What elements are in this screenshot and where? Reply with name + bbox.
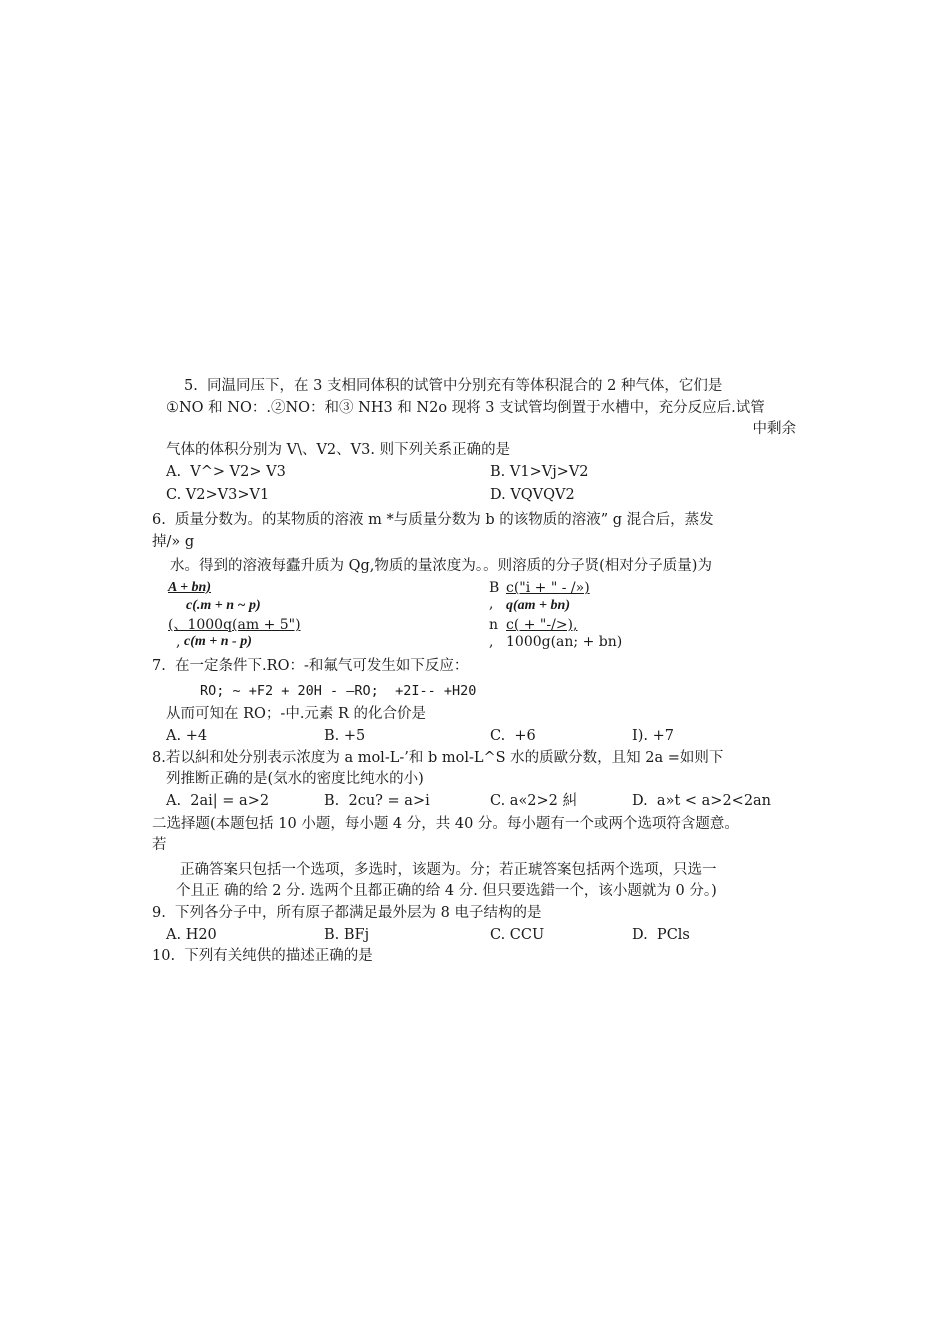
q5-stem-line3: 中剩余 [752,421,796,437]
q5-option-d: D. VQVQV2 [490,487,575,503]
q9-option-d: D. PCls [632,927,690,943]
q5-option-c: C. V2>V3>V1 [166,487,270,503]
q6-option-c-numerator: (、1000q(am + 5") [168,617,301,633]
section2-instructions-line4: 个且正 确的给 2 分. 选两个且都正确的给 4 分. 但只要选錯一个，该小题就为 0 分。) [176,883,717,899]
q6-stem-line2: 掉/» g [152,534,195,550]
q7-stem-line1: 7. 在一定条件下.RO：-和氟气可发生如下反应： [152,658,469,674]
q6-option-a-numerator: A + bn) [168,580,211,595]
q9-stem: 9. 下列各分子中，所有原子都满足最外层为 8 电子结构的是 [152,905,542,921]
q6-option-b-numerator: c("i + " - /») [506,580,590,596]
q5-option-b: B. V1>Vj>V2 [490,464,589,480]
section2-instructions-line1: 二选择题(本题包括 10 小题，每小题 4 分，共 40 分。每小题有一个或两个选项符含题意。 [152,816,739,832]
q8-stem-line2: 列推断正确的是(気水的密度比纯水的小) [166,771,424,787]
q7-option-c: C. +6 [490,728,536,744]
q6-option-d-denominator: 1000g(an; + bn) [506,634,623,650]
q6-option-a-denominator: c(.m + n ~ p) [186,598,261,613]
q6-option-d-label: n [489,617,499,633]
q6-option-d-numerator: c( + "-/>), [506,617,578,633]
q6-option-b-mark: , [489,596,494,612]
section2-instructions-line3: 正确答案只包括一个选项，多选时，该题为。分；若正琥答案包括两个选项，只选一 [180,862,717,878]
q7-option-b: B. +5 [324,728,366,744]
q5-option-a: A. V^> V2> V3 [166,464,286,480]
q5-stem-line2: ①NO 和 NO：.②NO：和③ NH3 和 N2o 现将 3 支试管均倒置于水槽中，充分反应后.试管 [166,400,765,416]
q8-option-c: C. a«2>2 糾 [490,793,578,809]
q7-stem-line3: 从而可知在 RO；-中.元素 R 的化合价是 [166,706,427,722]
q5-stem-line1: 5. 同温同压下，在 3 支相同体积的试管中分别充有等体积混合的 2 种气体，它们是 [184,378,723,394]
q8-option-d: D. a»t < a>2<2an [632,793,772,809]
q7-option-d: I). +7 [632,728,674,744]
q6-stem-line3: 水。得到的溶液每蠹升质为 Qg,物质的量浓度为。。则溶质的分子贤(相对分子质量)为 [170,558,712,574]
q6-option-d-mark: , [489,634,494,650]
q6-option-b-denominator: q(am + bn) [506,598,570,613]
q9-option-c: C. CCU [490,927,545,943]
q5-stem-line4: 气体的体积分别为 V\、V2、V3. 则下列关系正确的是 [166,442,511,458]
q7-equation: RO; ~ +F2 + 20H - —RO; +2I-- +H20 [200,683,477,699]
q9-option-b: B. BFj [324,927,370,943]
q8-option-a: A. 2ai| = a>2 [166,793,270,809]
q6-option-c-denominator: c(m + n - p) [184,634,252,649]
q6-option-b-label: B [489,580,500,596]
section2-instructions-line2: 若 [152,837,167,853]
q6-option-c-mark: , [176,634,181,650]
q9-option-a: A. H20 [166,927,217,943]
q10-stem: 10. 下列有关纯供的描述正确的是 [152,948,373,964]
q6-stem-line1: 6. 质量分数为。的某物质的溶液 m *与质量分数为 b 的该物质的溶液” g 混合后，蒸发 [152,512,714,528]
q8-option-b: B. 2cu? = a>i [324,793,430,809]
q7-option-a: A. +4 [166,728,208,744]
q8-stem-line1: 8.若以糾和处分别表示浓度为 a mol-L-’和 b mol-L^S 水的质歐分数，且知 2a =如则下 [152,750,724,766]
